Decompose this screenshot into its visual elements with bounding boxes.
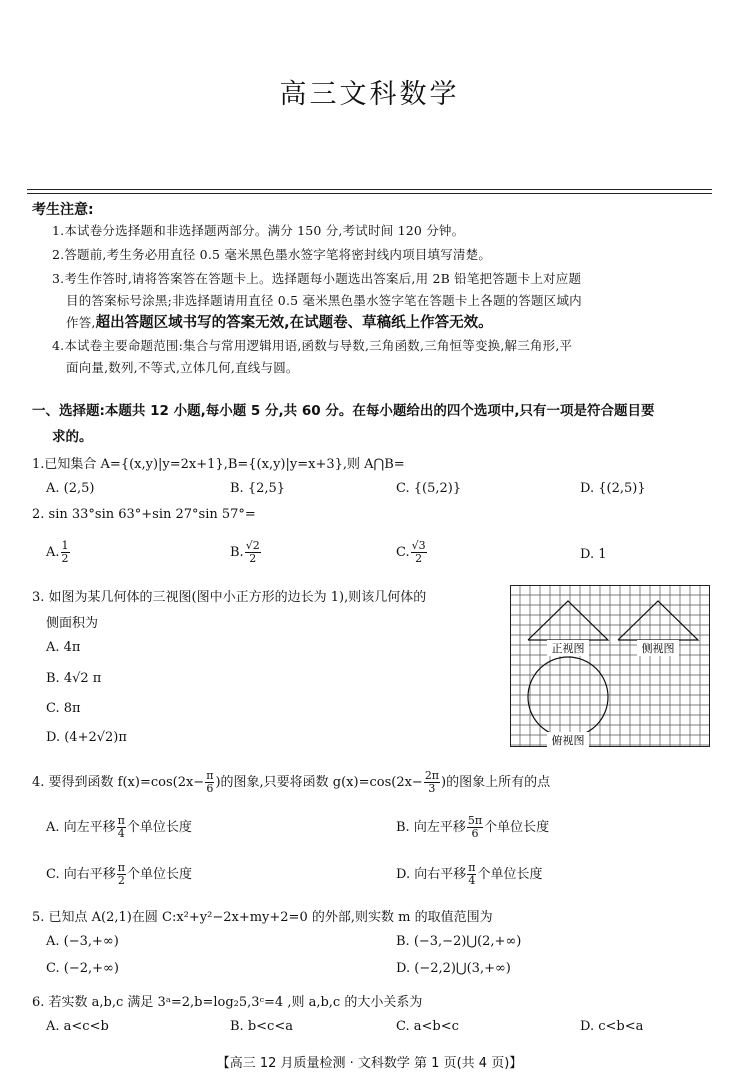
frac-den: 4	[468, 874, 476, 887]
opt-text: A. 向左平移	[46, 820, 116, 835]
q2-option-b-frac	[245, 540, 261, 565]
notice-item-3-end	[66, 311, 493, 332]
frac-den: 2	[117, 874, 125, 887]
header-rule	[27, 189, 712, 190]
q4-b-frac	[467, 815, 483, 840]
opt-text: 个单位长度	[477, 867, 543, 882]
q1-option-d: D. {(2,5)}	[580, 481, 646, 496]
q6-stem: 6. 若实数 a,b,c 满足 3ᵃ=2,b=log₂5,3ᶜ=4 ,则 a,b,c 的大小关系为	[32, 995, 423, 1010]
frac-num: π	[468, 861, 476, 874]
q4-option-d	[396, 862, 542, 887]
q5-option-c: C. (−2,+∞)	[46, 961, 119, 976]
notice-item-4-cont: 面向量,数列,不等式,立体几何,直线与圆。	[66, 360, 299, 375]
q4-f-frac	[205, 770, 214, 795]
opt-text: B. 向左平移	[396, 820, 466, 835]
front-view-label: 正视图	[551, 642, 585, 655]
three-view-figure	[510, 585, 710, 747]
q2-option-b-label: B.	[230, 545, 244, 560]
q2-option-a-frac	[61, 540, 70, 565]
q5-stem: 5. 已知点 A(2,1)在圆 C:x²+y²−2x+my+2=0 的外部,则实数 m 的取值范围为	[32, 910, 493, 925]
opt-text: 个单位长度	[126, 820, 192, 835]
frac-den: 4	[117, 827, 125, 840]
q3-option-b: B. 4√2 π	[46, 671, 102, 686]
notice-item-4: 4.本试卷主要命题范围:集合与常用逻辑用语,函数与导数,三角函数,三角恒等变换,解三角形,平	[52, 338, 573, 353]
q1-option-a: A. (2,5)	[46, 481, 95, 496]
notice-item-2: 2.答题前,考生务必用直径 0.5 毫米黑色墨水签字笔将密封线内项目填写清楚。	[52, 247, 492, 262]
q3-option-c: C. 8π	[46, 701, 81, 716]
q6-option-d: D. c<b<a	[580, 1019, 644, 1034]
q4-stem-part: )的图象,只要将函数 g(x)=cos(2x−	[215, 775, 423, 790]
section-heading-cont: 求的。	[52, 429, 93, 445]
q4-option-a	[46, 815, 192, 840]
opt-text: 个单位长度	[484, 820, 550, 835]
opt-text: D. 向右平移	[396, 867, 467, 882]
q2-option-d: D. 1	[580, 547, 607, 562]
q2-option-c-frac	[411, 540, 427, 565]
q6-option-c: C. a<b<c	[396, 1019, 459, 1034]
frac-num: π	[206, 769, 214, 782]
frac-den: 3	[428, 782, 436, 795]
q3-option-d: D. (4+2√2)π	[46, 730, 127, 745]
q5-option-b: B. (−3,−2)⋃(2,+∞)	[396, 934, 522, 949]
notice-item-3-cont: 目的答案标号涂黑;非选择题请用直径 0.5 毫米黑色墨水签字笔在答题卡上各题的答题区域内	[66, 293, 582, 308]
frac-den: 2	[249, 552, 257, 565]
notice-emphasis: 超出答题区域书写的答案无效,在试题卷、草稿纸上作答无效。	[95, 315, 493, 331]
frac-num: √2	[245, 539, 260, 552]
frac-den: 6	[471, 827, 479, 840]
q4-d-frac	[467, 862, 476, 887]
q4-stem	[32, 770, 550, 795]
frac-den: 2	[415, 552, 423, 565]
top-view-label: 俯视图	[551, 734, 585, 747]
opt-text: 个单位长度	[126, 867, 192, 882]
q1-option-b: B. {2,5}	[230, 481, 286, 496]
frac-den: 2	[61, 552, 69, 565]
frac-num: √3	[411, 539, 426, 552]
q4-a-frac	[117, 815, 126, 840]
page-title: 高三文科数学	[279, 79, 460, 110]
grid	[510, 585, 710, 747]
q2-option-c	[396, 540, 428, 565]
q4-stem-part: )的图象上所有的点	[441, 775, 551, 790]
q2-stem: 2. sin 33°sin 63°+sin 27°sin 57°=	[32, 507, 256, 522]
q3-stem-cont: 侧面积为	[46, 616, 99, 631]
notice-item-3: 3.考生作答时,请将答案答在答题卡上。选择题每小题选出答案后,用 2B 铅笔把答题卡上对应题	[52, 271, 582, 286]
side-view-label: 侧视图	[641, 642, 675, 655]
q1-option-c: C. {(5,2)}	[396, 481, 462, 496]
q4-option-b	[396, 815, 549, 840]
opt-text: C. 向右平移	[46, 867, 116, 882]
frac-den: 6	[206, 782, 214, 795]
frac-num: 1	[61, 539, 69, 552]
q3-option-a: A. 4π	[46, 640, 81, 655]
q2-option-a-label: A.	[46, 545, 60, 560]
frac-num: 2π	[424, 769, 440, 782]
q4-c-frac	[117, 862, 126, 887]
q5-option-d: D. (−2,2)⋃(3,+∞)	[396, 961, 511, 976]
header-rule-thin	[27, 193, 712, 194]
q1-stem: 1.已知集合 A={(x,y)|y=2x+1},B={(x,y)|y=x+3},则 A⋂B=	[32, 457, 405, 472]
q2-option-b	[230, 540, 262, 565]
q4-option-c	[46, 862, 192, 887]
frac-num: π	[117, 861, 125, 874]
q3-stem: 3. 如图为某几何体的三视图(图中小正方形的边长为 1),则该几何体的	[32, 590, 427, 605]
notice-item-3-tail: 作答,	[66, 315, 96, 330]
q4-stem-part: 4. 要得到函数 f(x)=cos(2x−	[32, 775, 205, 790]
frac-num: 5π	[467, 814, 483, 827]
q2-option-a	[46, 540, 71, 565]
q5-option-a: A. (−3,+∞)	[46, 934, 119, 949]
frac-num: π	[117, 814, 125, 827]
q2-option-c-label: C.	[396, 545, 410, 560]
q4-g-frac	[424, 770, 440, 795]
notice-heading: 考生注意:	[32, 202, 94, 218]
notice-item-1: 1.本试卷分选择题和非选择题两部分。满分 150 分,考试时间 120 分钟。	[52, 223, 465, 238]
section-heading: 一、选择题:本题共 12 小题,每小题 5 分,共 60 分。在每小题给出的四个选项中,只有一项是符合题目要	[32, 403, 655, 419]
q6-option-a: A. a<c<b	[46, 1019, 109, 1034]
page-footer: 【高三 12 月质量检测 · 文科数学 第 1 页(共 4 页)】	[216, 1056, 523, 1071]
q6-option-b: B. b<c<a	[230, 1019, 293, 1034]
